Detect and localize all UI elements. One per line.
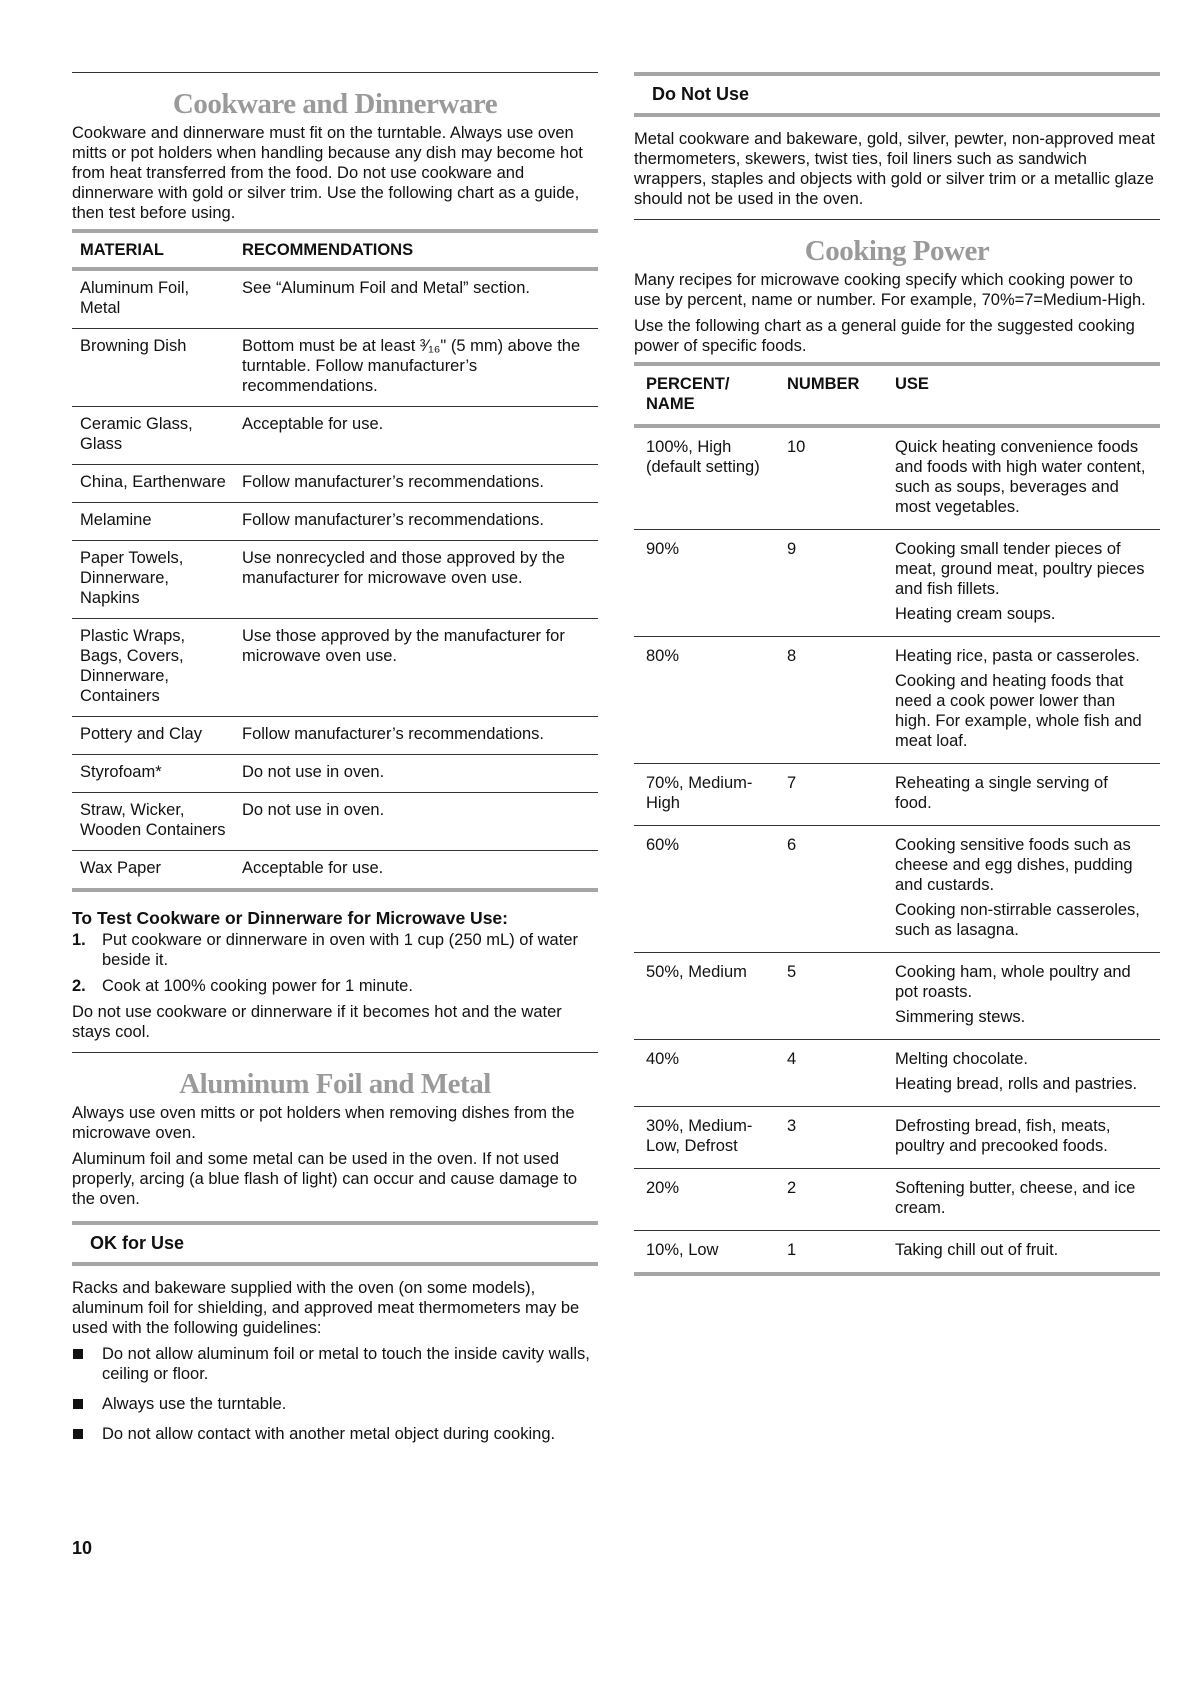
list-item — [72, 1344, 598, 1384]
material-cell: Melamine — [72, 503, 234, 541]
header-use: USE — [883, 364, 1160, 426]
recommendation-cell: Bottom must be at least ³⁄₁₆" (5 mm) above the turntable. Follow manufacturer’s recommendations. — [234, 329, 598, 407]
square-bullet-icon — [73, 1429, 83, 1439]
left-column — [72, 72, 598, 1454]
material-cell: Paper Towels, Dinnerware, Napkins — [72, 541, 234, 619]
use-text: Simmering stews. — [895, 1008, 1026, 1026]
table-row — [634, 1107, 1160, 1169]
power-number-cell: 6 — [775, 826, 883, 953]
square-bullet-icon — [73, 1399, 83, 1409]
cooking-power-paragraph-2: Use the following chart as a general guide for the suggested cooking power of specific foods. — [634, 317, 1135, 355]
foil-guidelines — [72, 1344, 598, 1444]
cookware-title: Cookware and Dinnerware — [172, 88, 498, 120]
recommendation-cell: Use those approved by the manufacturer for microwave oven use. — [234, 619, 598, 717]
table-row — [634, 426, 1160, 530]
power-number-cell: 7 — [775, 764, 883, 826]
material-cell: Straw, Wicker, Wooden Containers — [72, 793, 234, 851]
power-name-cell: 30%, Medium-Low, Defrost — [634, 1107, 775, 1169]
use-text: Heating cream soups. — [895, 605, 1056, 623]
material-cell: Styrofoam* — [72, 755, 234, 793]
table-row — [634, 1169, 1160, 1231]
material-cell: Plastic Wraps, Bags, Covers, Dinnerware, Containers — [72, 619, 234, 717]
power-use-cell — [883, 637, 1160, 764]
header-percent-name: PERCENT/ NAME — [634, 364, 775, 426]
use-text: Cooking small tender pieces of meat, ground meat, poultry pieces and fish fillets. — [895, 540, 1145, 598]
page-number: 10 — [72, 1538, 93, 1558]
foil-paragraph-2: Aluminum foil and some metal can be used in the oven. If not used properly, arcing (a blue flash of light) can occur and cause damage to the oven. — [72, 1150, 578, 1208]
power-use-cell — [883, 1040, 1160, 1107]
cooking-power-paragraph-1: Many recipes for microwave cooking specify which cooking power to use by percent, name or number. For example, 70%=7=Medium-High. — [634, 271, 1146, 309]
power-number-cell: 10 — [775, 426, 883, 530]
top-rule — [72, 72, 598, 73]
ok-for-use-text: Racks and bakeware supplied with the oven (on some models), aluminum foil for shielding, and approved meat thermometers may be used with the following guidelines: — [72, 1279, 580, 1337]
step-text: Cook at 100% cooking power for 1 minute. — [102, 977, 413, 995]
table-row — [634, 826, 1160, 953]
step-text: Put cookware or dinnerware in oven with 1 cup (250 mL) of water beside it. — [102, 931, 578, 969]
recommendation-cell: Do not use in oven. — [234, 793, 598, 851]
power-name-cell: 80% — [634, 637, 775, 764]
table-row — [72, 717, 598, 755]
list-item — [72, 930, 598, 970]
use-text: Cooking ham, whole poultry and pot roasts. — [895, 963, 1131, 1001]
table-row — [72, 269, 598, 329]
table-row — [72, 755, 598, 793]
bullet-text: Do not allow aluminum foil or metal to touch the inside cavity walls, ceiling or floor. — [102, 1345, 590, 1383]
header-recommendations: RECOMMENDATIONS — [234, 231, 598, 269]
use-text: Reheating a single serving of food. — [895, 774, 1108, 812]
table-row — [72, 851, 598, 891]
material-cell: China, Earthenware — [72, 465, 234, 503]
power-number-cell: 3 — [775, 1107, 883, 1169]
table-row — [72, 793, 598, 851]
material-cell: Wax Paper — [72, 851, 234, 891]
table-row — [72, 407, 598, 465]
recommendation-cell: Follow manufacturer’s recommendations. — [234, 465, 598, 503]
power-name-cell: 60% — [634, 826, 775, 953]
cooking-power-table — [634, 362, 1160, 1276]
test-heading: To Test Cookware or Dinnerware for Microwave Use: — [72, 908, 508, 928]
test-steps — [72, 930, 598, 996]
power-name-cell: 20% — [634, 1169, 775, 1231]
power-use-cell — [883, 764, 1160, 826]
power-use-cell — [883, 826, 1160, 953]
use-text: Cooking and heating foods that need a cook power lower than high. For example, whole fish and meat loaf. — [895, 672, 1142, 750]
power-name-cell: 100%, High (default setting) — [634, 426, 775, 530]
bullet-text: Do not allow contact with another metal object during cooking. — [102, 1425, 556, 1443]
cookware-intro: Cookware and dinnerware must fit on the turntable. Always use oven mitts or pot holders when handling because any dish may become hot from heat transferred from the food. Do not use cookware and dinnerware with gold or silver trim. Use the following chart as a guide, then test before using. — [72, 124, 583, 222]
power-name-cell: 90% — [634, 530, 775, 637]
list-item — [72, 976, 598, 996]
header-number: NUMBER — [775, 364, 883, 426]
square-bullet-icon — [73, 1349, 83, 1359]
section-rule — [72, 1052, 598, 1053]
material-cell: Browning Dish — [72, 329, 234, 407]
step-number: 2. — [72, 977, 86, 995]
table-row — [72, 465, 598, 503]
table-row — [634, 953, 1160, 1040]
table-row — [634, 1231, 1160, 1275]
do-not-use-heading: Do Not Use — [634, 72, 1160, 117]
step-number: 1. — [72, 931, 86, 949]
power-name-cell: 50%, Medium — [634, 953, 775, 1040]
power-name-cell: 70%, Medium-High — [634, 764, 775, 826]
use-text: Cooking sensitive foods such as cheese and egg dishes, pudding and custards. — [895, 836, 1133, 894]
cooking-power-header — [634, 364, 1160, 426]
use-text: Heating bread, rolls and pastries. — [895, 1075, 1138, 1093]
table-row — [72, 619, 598, 717]
power-number-cell: 4 — [775, 1040, 883, 1107]
power-number-cell: 8 — [775, 637, 883, 764]
bullet-text: Always use the turntable. — [102, 1395, 287, 1413]
use-text: Quick heating convenience foods and foods with high water content, such as soups, beverages and most vegetables. — [895, 438, 1146, 516]
material-cell: Ceramic Glass, Glass — [72, 407, 234, 465]
power-use-cell — [883, 1231, 1160, 1275]
table-row — [72, 329, 598, 407]
material-cell: Pottery and Clay — [72, 717, 234, 755]
cookware-table — [72, 229, 598, 892]
power-number-cell: 5 — [775, 953, 883, 1040]
table-row — [634, 1040, 1160, 1107]
test-note: Do not use cookware or dinnerware if it becomes hot and the water stays cool. — [72, 1003, 562, 1041]
use-text: Melting chocolate. — [895, 1050, 1028, 1068]
list-item — [72, 1394, 598, 1414]
power-name-cell: 40% — [634, 1040, 775, 1107]
recommendation-cell: Acceptable for use. — [234, 851, 598, 891]
cookware-table-header — [72, 231, 598, 269]
power-use-cell — [883, 1169, 1160, 1231]
header-material: MATERIAL — [72, 231, 234, 269]
table-row — [72, 541, 598, 619]
use-text: Heating rice, pasta or casseroles. — [895, 647, 1140, 665]
list-item — [72, 1424, 598, 1444]
power-name-cell: 10%, Low — [634, 1231, 775, 1275]
material-cell: Aluminum Foil, Metal — [72, 269, 234, 329]
table-row — [634, 637, 1160, 764]
ok-for-use-heading: OK for Use — [72, 1221, 598, 1266]
use-text: Cooking non-stirrable casseroles, such as lasagna. — [895, 901, 1140, 939]
recommendation-cell: See “Aluminum Foil and Metal” section. — [234, 269, 598, 329]
foil-paragraph-1: Always use oven mitts or pot holders when removing dishes from the microwave oven. — [72, 1104, 575, 1142]
power-use-cell — [883, 1107, 1160, 1169]
power-number-cell: 2 — [775, 1169, 883, 1231]
recommendation-cell: Use nonrecycled and those approved by the manufacturer for microwave oven use. — [234, 541, 598, 619]
power-use-cell — [883, 530, 1160, 637]
foil-title: Aluminum Foil and Metal — [179, 1068, 491, 1100]
use-text: Taking chill out of fruit. — [895, 1241, 1059, 1259]
power-number-cell: 9 — [775, 530, 883, 637]
do-not-use-text: Metal cookware and bakeware, gold, silver, pewter, non-approved meat thermometers, skewers, twist ties, foil liners such as sandwich wrappers, staples and objects with gold or silver trim or a metallic glaze should not be used in the oven. — [634, 130, 1155, 208]
table-row — [72, 503, 598, 541]
table-row — [634, 764, 1160, 826]
power-use-cell — [883, 953, 1160, 1040]
cooking-power-title: Cooking Power — [804, 235, 990, 267]
table-row — [634, 530, 1160, 637]
recommendation-cell: Acceptable for use. — [234, 407, 598, 465]
power-use-cell — [883, 426, 1160, 530]
right-column — [634, 72, 1160, 1276]
power-number-cell: 1 — [775, 1231, 883, 1275]
recommendation-cell: Do not use in oven. — [234, 755, 598, 793]
section-rule — [634, 219, 1160, 220]
recommendation-cell: Follow manufacturer’s recommendations. — [234, 717, 598, 755]
use-text: Defrosting bread, fish, meats, poultry and precooked foods. — [895, 1117, 1111, 1155]
recommendation-cell: Follow manufacturer’s recommendations. — [234, 503, 598, 541]
use-text: Softening butter, cheese, and ice cream. — [895, 1179, 1136, 1217]
